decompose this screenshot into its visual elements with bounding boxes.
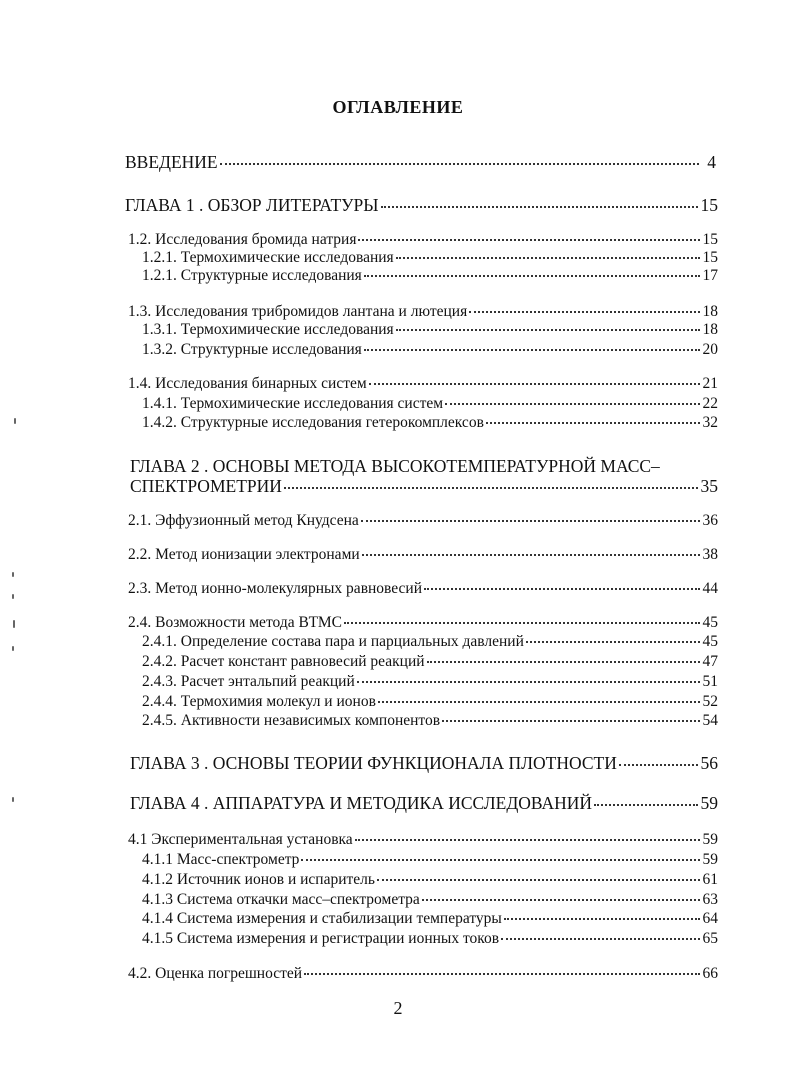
toc-entry-page: 54 bbox=[702, 712, 718, 729]
toc-leader bbox=[355, 839, 700, 841]
toc-entry-page: 64 bbox=[702, 910, 718, 927]
toc-leader bbox=[445, 403, 699, 405]
toc-entry-1-3-1[interactable] bbox=[0, 320, 796, 340]
toc-entry-page: 17 bbox=[702, 267, 718, 284]
toc-entry-text: 1.4.1. Термохимические исследования систем bbox=[142, 395, 444, 412]
toc-entry-chapter-1[interactable] bbox=[0, 194, 796, 216]
toc-entry-page: 38 bbox=[702, 546, 718, 563]
toc-entry-intro[interactable] bbox=[0, 151, 796, 173]
toc-entry-text: 2.4.3. Расчет энтальпий реакций bbox=[142, 673, 355, 690]
toc-entry-text: 1.3.1. Термохимические исследования bbox=[142, 321, 394, 338]
toc-entry-page: 4 bbox=[707, 152, 716, 172]
toc-entry-page: 15 bbox=[702, 249, 718, 266]
toc-entry-4-1-5[interactable] bbox=[0, 929, 796, 949]
toc-entry-page: 61 bbox=[702, 871, 718, 888]
toc-entry-text: 4.1.3 Система откачки масс–спектрометра bbox=[142, 891, 420, 908]
toc-entry-1-4-2[interactable] bbox=[0, 413, 796, 433]
toc-entry-2-4-1[interactable] bbox=[0, 632, 796, 652]
toc-entry-page: 36 bbox=[702, 512, 718, 529]
toc-leader bbox=[357, 681, 700, 683]
toc-entry-page: 52 bbox=[702, 693, 718, 710]
toc-entry-page: 59 bbox=[702, 831, 718, 848]
toc-entry-text: 2.4.1. Определение состава пара и парциальных давлений bbox=[142, 633, 524, 650]
toc-leader bbox=[442, 720, 699, 722]
scan-mark bbox=[14, 418, 16, 424]
toc-entry-page: 47 bbox=[702, 653, 718, 670]
toc-entry-text: 1.2.1. Структурные исследования bbox=[142, 267, 362, 284]
toc-leader bbox=[220, 163, 699, 165]
toc-leader bbox=[526, 641, 700, 643]
toc-leader bbox=[362, 554, 700, 556]
toc-entry-text: 2.3. Метод ионно-молекулярных равновесий bbox=[128, 580, 423, 597]
toc-entry-page: 51 bbox=[702, 673, 718, 690]
toc-entry-text: 2.4.2. Расчет констант равновесий реакций bbox=[142, 653, 425, 670]
toc-entry-page: 18 bbox=[702, 303, 718, 320]
toc-entry-text: 1.3. Исследования трибромидов лантана и лютеция bbox=[128, 303, 468, 320]
toc-entry-text: 2.4. Возможности метода ВТМС bbox=[128, 614, 342, 631]
toc-leader bbox=[619, 764, 698, 766]
toc-entry-chapter-2-line1[interactable]: ГЛАВА 2 . ОСНОВЫ МЕТОДА ВЫСОКОТЕМПЕРАТУРНОЙ МАСС– bbox=[130, 456, 660, 476]
scan-mark bbox=[12, 646, 14, 651]
toc-leader bbox=[504, 918, 700, 920]
toc-leader bbox=[396, 257, 700, 259]
toc-leader bbox=[301, 859, 699, 861]
toc-entry-2-4[interactable] bbox=[0, 613, 796, 633]
toc-entry-1-4[interactable] bbox=[0, 374, 796, 394]
toc-entry-text: ГЛАВА 4 . АППАРАТУРА И МЕТОДИКА ИССЛЕДОВАНИЙ bbox=[130, 793, 593, 813]
toc-entry-text: 2.1. Эффузионный метод Кнудсена bbox=[128, 512, 359, 529]
toc-entry-page: 15 bbox=[700, 195, 718, 215]
toc-entry-text: 4.1.2 Источник ионов и испаритель bbox=[142, 871, 375, 888]
toc-entry-4-1-2[interactable] bbox=[0, 870, 796, 890]
toc-entry-1-3-2[interactable] bbox=[0, 340, 796, 360]
toc-entry-text: 2.2. Метод ионизации электронами bbox=[128, 546, 360, 563]
toc-entry-page: 18 bbox=[702, 321, 718, 338]
toc-entry-1-2-1b[interactable] bbox=[0, 266, 796, 286]
toc-entry-page: 22 bbox=[702, 395, 718, 412]
toc-entry-text: 1.4.2. Структурные исследования гетерокомплексов bbox=[142, 414, 484, 431]
toc-entry-2-3[interactable] bbox=[0, 579, 796, 599]
toc-leader bbox=[469, 311, 699, 313]
toc-leader bbox=[381, 206, 698, 208]
toc-entry-page: 45 bbox=[702, 614, 718, 631]
toc-entry-2-4-2[interactable] bbox=[0, 652, 796, 672]
toc-entry-text: 4.2. Оценка погрешностей bbox=[128, 965, 303, 982]
toc-leader bbox=[378, 701, 700, 703]
toc-leader bbox=[427, 661, 700, 663]
toc-leader bbox=[424, 588, 699, 590]
toc-entry-text: ГЛАВА 3 . ОСНОВЫ ТЕОРИИ ФУНКЦИОНАЛА ПЛОТНОСТИ bbox=[130, 753, 617, 773]
toc-leader bbox=[364, 275, 700, 277]
toc-entry-page: 63 bbox=[702, 891, 718, 908]
scan-mark bbox=[13, 620, 15, 628]
toc-leader bbox=[358, 239, 699, 241]
toc-entry-page: 56 bbox=[700, 753, 718, 773]
toc-entry-2-4-3[interactable] bbox=[0, 672, 796, 692]
toc-title: ОГЛАВЛЕНИЕ bbox=[332, 97, 464, 117]
toc-entry-1-2[interactable] bbox=[0, 230, 796, 250]
toc-entry-page: 59 bbox=[700, 793, 718, 813]
toc-entry-text: 4.1.5 Система измерения и регистрации ионных токов bbox=[142, 930, 500, 947]
toc-entry-page: 15 bbox=[702, 231, 718, 248]
toc-leader bbox=[396, 329, 700, 331]
scan-mark bbox=[12, 572, 14, 577]
toc-entry-4-1-4[interactable] bbox=[0, 909, 796, 929]
toc-entry-4-1[interactable] bbox=[0, 830, 796, 850]
toc-entry-2-2[interactable] bbox=[0, 545, 796, 565]
toc-leader bbox=[304, 973, 699, 975]
page-number: 2 bbox=[393, 998, 403, 1018]
toc-entry-4-2[interactable] bbox=[0, 964, 796, 984]
toc-entry-text: 4.1.1 Масс-спектрометр bbox=[142, 851, 300, 868]
toc-leader bbox=[361, 520, 700, 522]
scan-mark bbox=[12, 594, 14, 599]
toc-entry-text: 1.2. Исследования бромида натрия bbox=[128, 231, 357, 248]
toc-entry-page: 21 bbox=[702, 375, 718, 392]
toc-entry-text: 4.1.4 Система измерения и стабилизации температуры bbox=[142, 910, 502, 927]
toc-entry-chapter-3[interactable] bbox=[0, 752, 796, 774]
toc-entry-1-4-1[interactable] bbox=[0, 394, 796, 414]
toc-leader bbox=[344, 622, 700, 624]
toc-entry-page: 32 bbox=[702, 414, 718, 431]
toc-leader bbox=[594, 804, 697, 806]
toc-entry-text: ВВЕДЕНИЕ bbox=[125, 152, 218, 172]
toc-leader bbox=[422, 899, 700, 901]
toc-entry-page: 65 bbox=[702, 930, 718, 947]
toc-entry-text: 4.1 Экспериментальная установка bbox=[128, 831, 353, 848]
toc-entry-page: 59 bbox=[702, 851, 718, 868]
toc-entry-text: 1.3.2. Структурные исследования bbox=[142, 341, 362, 358]
toc-entry-chapter-4[interactable] bbox=[0, 792, 796, 814]
toc-entry-2-1[interactable] bbox=[0, 511, 796, 531]
toc-entry-chapter-2[interactable] bbox=[0, 475, 796, 497]
toc-entry-text: ГЛАВА 1 . ОБЗОР ЛИТЕРАТУРЫ bbox=[125, 195, 379, 215]
toc-leader bbox=[486, 422, 700, 424]
toc-entry-text: 1.2.1. Термохимические исследования bbox=[142, 249, 394, 266]
toc-leader bbox=[364, 349, 700, 351]
toc-entry-page: 20 bbox=[702, 341, 718, 358]
toc-leader bbox=[501, 938, 699, 940]
toc-leader bbox=[369, 383, 700, 385]
toc-entry-2-4-4[interactable] bbox=[0, 692, 796, 712]
toc-entry-page: 45 bbox=[702, 633, 718, 650]
toc-entry-text: 2.4.4. Термохимия молекул и ионов bbox=[142, 693, 376, 710]
toc-entry-page: 35 bbox=[700, 476, 718, 496]
toc-entry-page: 44 bbox=[702, 580, 718, 597]
toc-entry-1-2-1[interactable] bbox=[0, 248, 796, 268]
toc-entry-page: 66 bbox=[702, 965, 718, 982]
toc-leader bbox=[284, 487, 698, 489]
toc-entry-text: 2.4.5. Активности независимых компонентов bbox=[142, 712, 441, 729]
scan-mark bbox=[12, 797, 14, 802]
toc-entry-4-1-3[interactable] bbox=[0, 890, 796, 910]
toc-entry-4-1-1[interactable] bbox=[0, 850, 796, 870]
toc-entry-1-3[interactable] bbox=[0, 302, 796, 322]
toc-entry-2-4-5[interactable] bbox=[0, 711, 796, 731]
toc-leader bbox=[377, 879, 700, 881]
toc-entry-text: 1.4. Исследования бинарных систем bbox=[128, 375, 367, 392]
toc-entry-text: СПЕКТРОМЕТРИИ bbox=[130, 476, 282, 496]
